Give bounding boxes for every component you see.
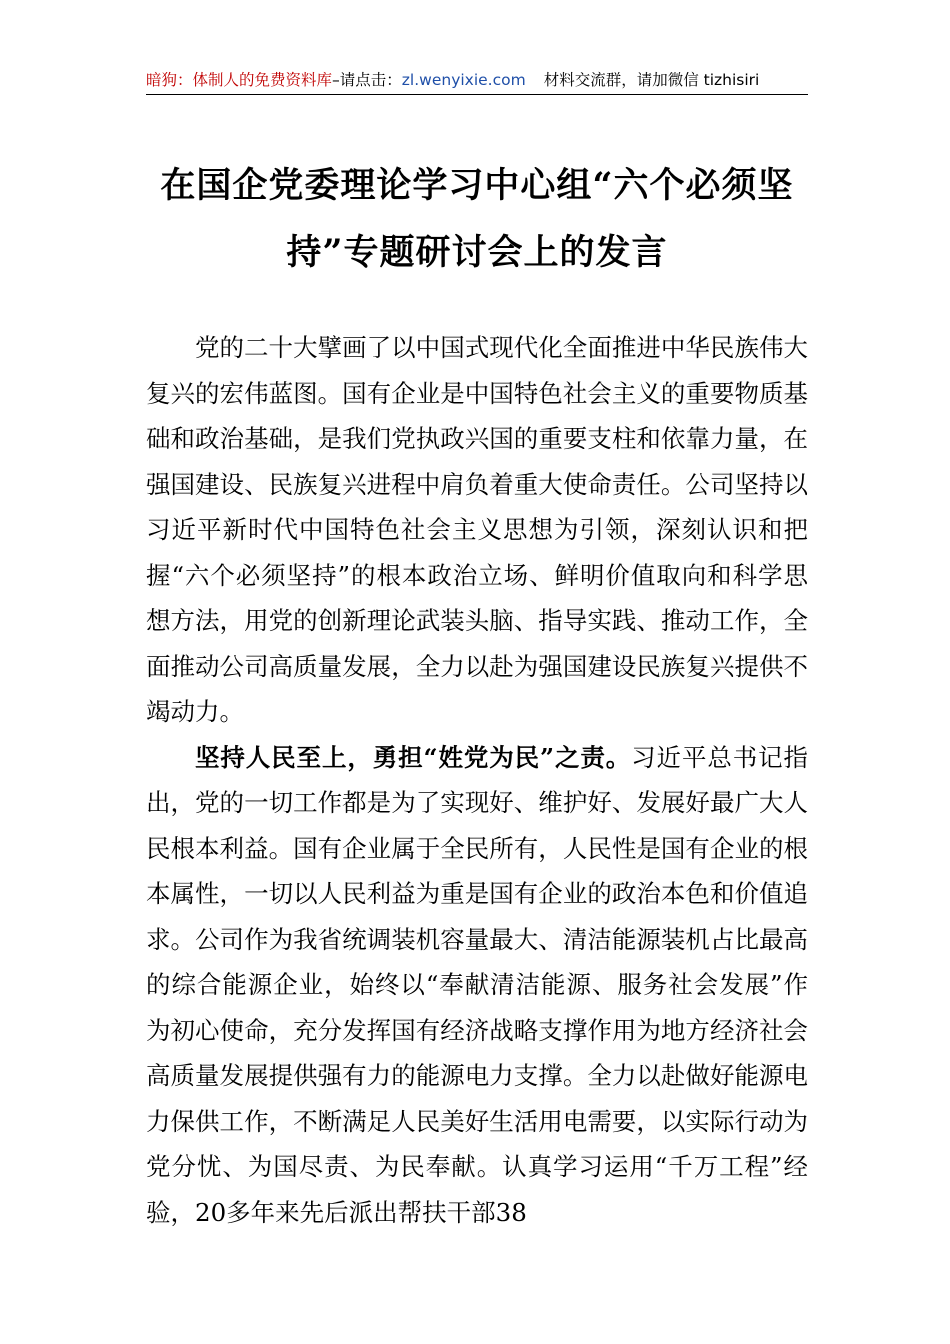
header-brand: 暗狗：体制人的免费资料库 — [146, 71, 333, 89]
paragraph-text: 党的二十大擘画了以中国式现代化全面推进中华民族伟大复兴的宏伟蓝图。国有企业是中国特色社会主义的重要物质基础和政治基础，是我们党执政兴国的重要支柱和依靠力量，在强国建设、民族复兴进程中肩负着重大使命责任。公司坚持以习近平新时代中国特色社会主义思想为引领，深刻认识和把握“六个必须坚持”的根本政治立场、鲜明价值取向和科学思想方法，用党的创新理论武装头脑、指导实践、推动工作，全面推动公司高质量发展，全力以赴为强国建设民族复兴提供不竭动力。 — [146, 333, 808, 726]
paragraph-people-first — [146, 735, 808, 1236]
header-url-link[interactable]: zl.wenyixie.com — [401, 71, 526, 89]
title-line-2: 持”专题研讨会上的发言 — [286, 232, 668, 273]
header-click-prompt: –请点击： — [332, 71, 402, 89]
paragraph-lead-heading: 坚持人民至上，勇担“姓党为民”之责。 — [195, 742, 632, 772]
document-title — [146, 152, 808, 286]
paragraph-intro — [146, 325, 808, 735]
header-contact: 材料交流群，请加微信 tizhisiri — [543, 71, 760, 89]
paragraph-text: 习近平总书记指出，党的一切工作都是为了实现好、维护好、发展好最广大人民根本利益。国有企业属于全民所有，人民性是国有企业的根本属性，一切以人民利益为重是国有企业的政治本色和价值追求。公司作为我省统调装机容量最大、清洁能源装机占比最高的综合能源企业，始终以“奉献清洁能源、服务社会发展”作为初心使命，充分发挥国有经济战略支撑作用为地方经济社会高质量发展提供强有力的能源电力支撑。全力以赴做好能源电力保供工作，不断满足人民美好生活用电需要，以实际行动为党分忧、为国尽责、为民奉献。认真学习运用“千万工程”经验，20多年来先后派出帮扶干部38 — [146, 742, 808, 1227]
document-body — [146, 325, 808, 1235]
page-header — [146, 66, 808, 95]
title-line-1: 在国企党委理论学习中心组“六个必须坚 — [160, 165, 794, 206]
